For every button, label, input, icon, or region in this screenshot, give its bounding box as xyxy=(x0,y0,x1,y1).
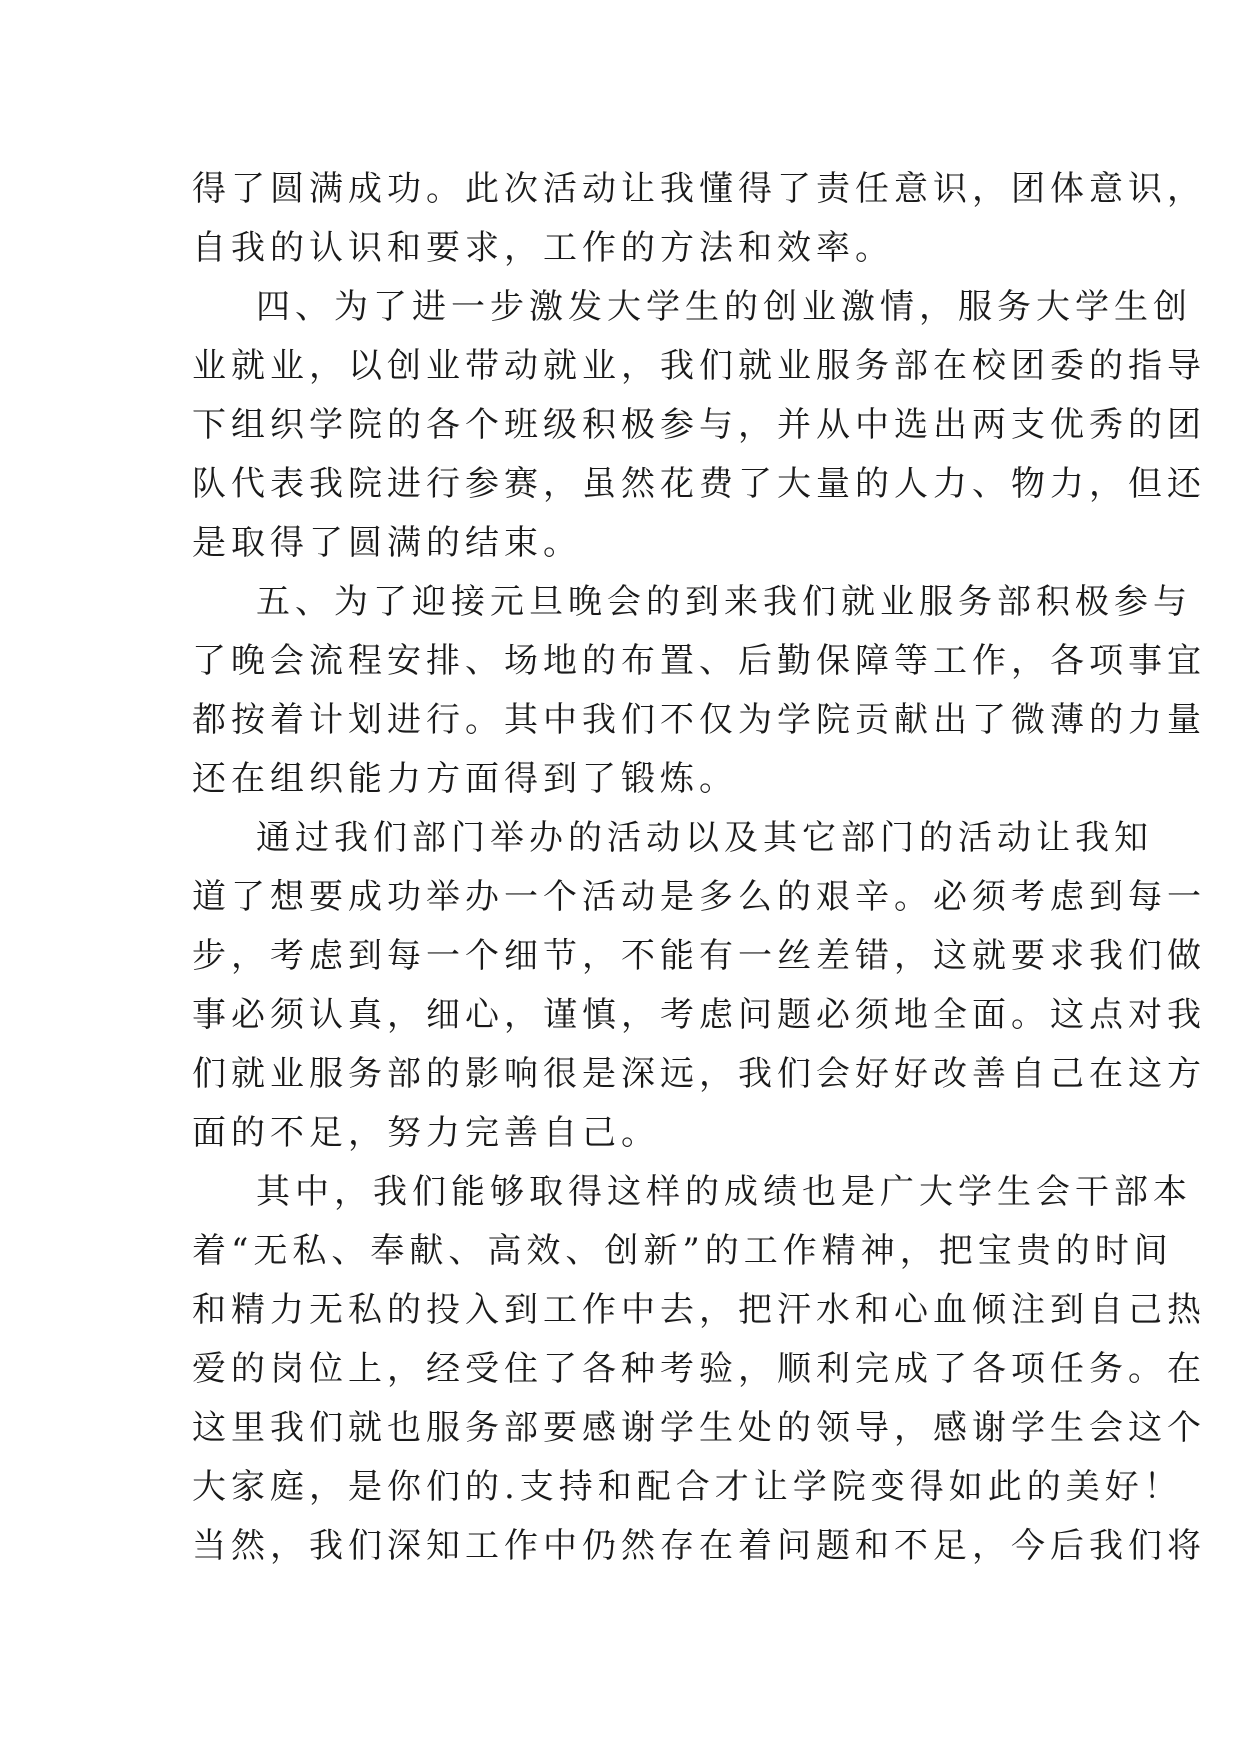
text-line: 大家庭，是你们的.支持和配合才让学院变得如此的美好！ xyxy=(192,1467,1183,1507)
text-line: 着“无私、奉献、高效、创新”的工作精神，把宝贵的时间 xyxy=(192,1231,1173,1271)
text-line: 得了圆满成功。此次活动让我懂得了责任意识，团体意识， xyxy=(192,169,1206,209)
text-line: 步，考虑到每一个细节，不能有一丝差错，这就要求我们做 xyxy=(192,936,1206,976)
paragraph-start-line: 通过我们部门举办的活动以及其它部门的活动让我知 xyxy=(256,818,1153,858)
text-line: 当然，我们深知工作中仍然存在着问题和不足，今后我们将 xyxy=(192,1526,1206,1566)
text-line: 还在组织能力方面得到了锻炼。 xyxy=(192,759,738,799)
text-line: 道了想要成功举办一个活动是多么的艰辛。必须考虑到每一 xyxy=(192,877,1206,917)
paragraph-start-line: 五、为了迎接元旦晚会的到来我们就业服务部积极参与 xyxy=(256,582,1192,622)
text-line: 这里我们就也服务部要感谢学生处的领导，感谢学生会这个 xyxy=(192,1408,1206,1448)
paragraph-start-line: 四、为了进一步激发大学生的创业激情，服务大学生创 xyxy=(256,287,1192,327)
text-line: 和精力无私的投入到工作中去，把汗水和心血倾注到自己热 xyxy=(192,1290,1206,1330)
text-line: 是取得了圆满的结束。 xyxy=(192,523,582,563)
text-line: 业就业，以创业带动就业，我们就业服务部在校团委的指导 xyxy=(192,346,1206,386)
text-line: 们就业服务部的影响很是深远，我们会好好改善自己在这方 xyxy=(192,1054,1206,1094)
text-line: 爱的岗位上，经受住了各种考验，顺利完成了各项任务。在 xyxy=(192,1349,1206,1389)
paragraph-start-line: 其中，我们能够取得这样的成绩也是广大学生会干部本 xyxy=(256,1172,1192,1212)
text-line: 自我的认识和要求，工作的方法和效率。 xyxy=(192,228,894,268)
text-line: 下组织学院的各个班级积极参与，并从中选出两支优秀的团 xyxy=(192,405,1206,445)
text-line: 都按着计划进行。其中我们不仅为学院贡献出了微薄的力量 xyxy=(192,700,1206,740)
text-line: 面的不足，努力完善自己。 xyxy=(192,1113,660,1153)
body-text xyxy=(192,160,1206,1576)
text-line: 了晚会流程安排、场地的布置、后勤保障等工作，各项事宜 xyxy=(192,641,1206,681)
text-line: 事必须认真，细心，谨慎，考虑问题必须地全面。这点对我 xyxy=(192,995,1206,1035)
text-line: 队代表我院进行参赛，虽然花费了大量的人力、物力，但还 xyxy=(192,464,1206,504)
